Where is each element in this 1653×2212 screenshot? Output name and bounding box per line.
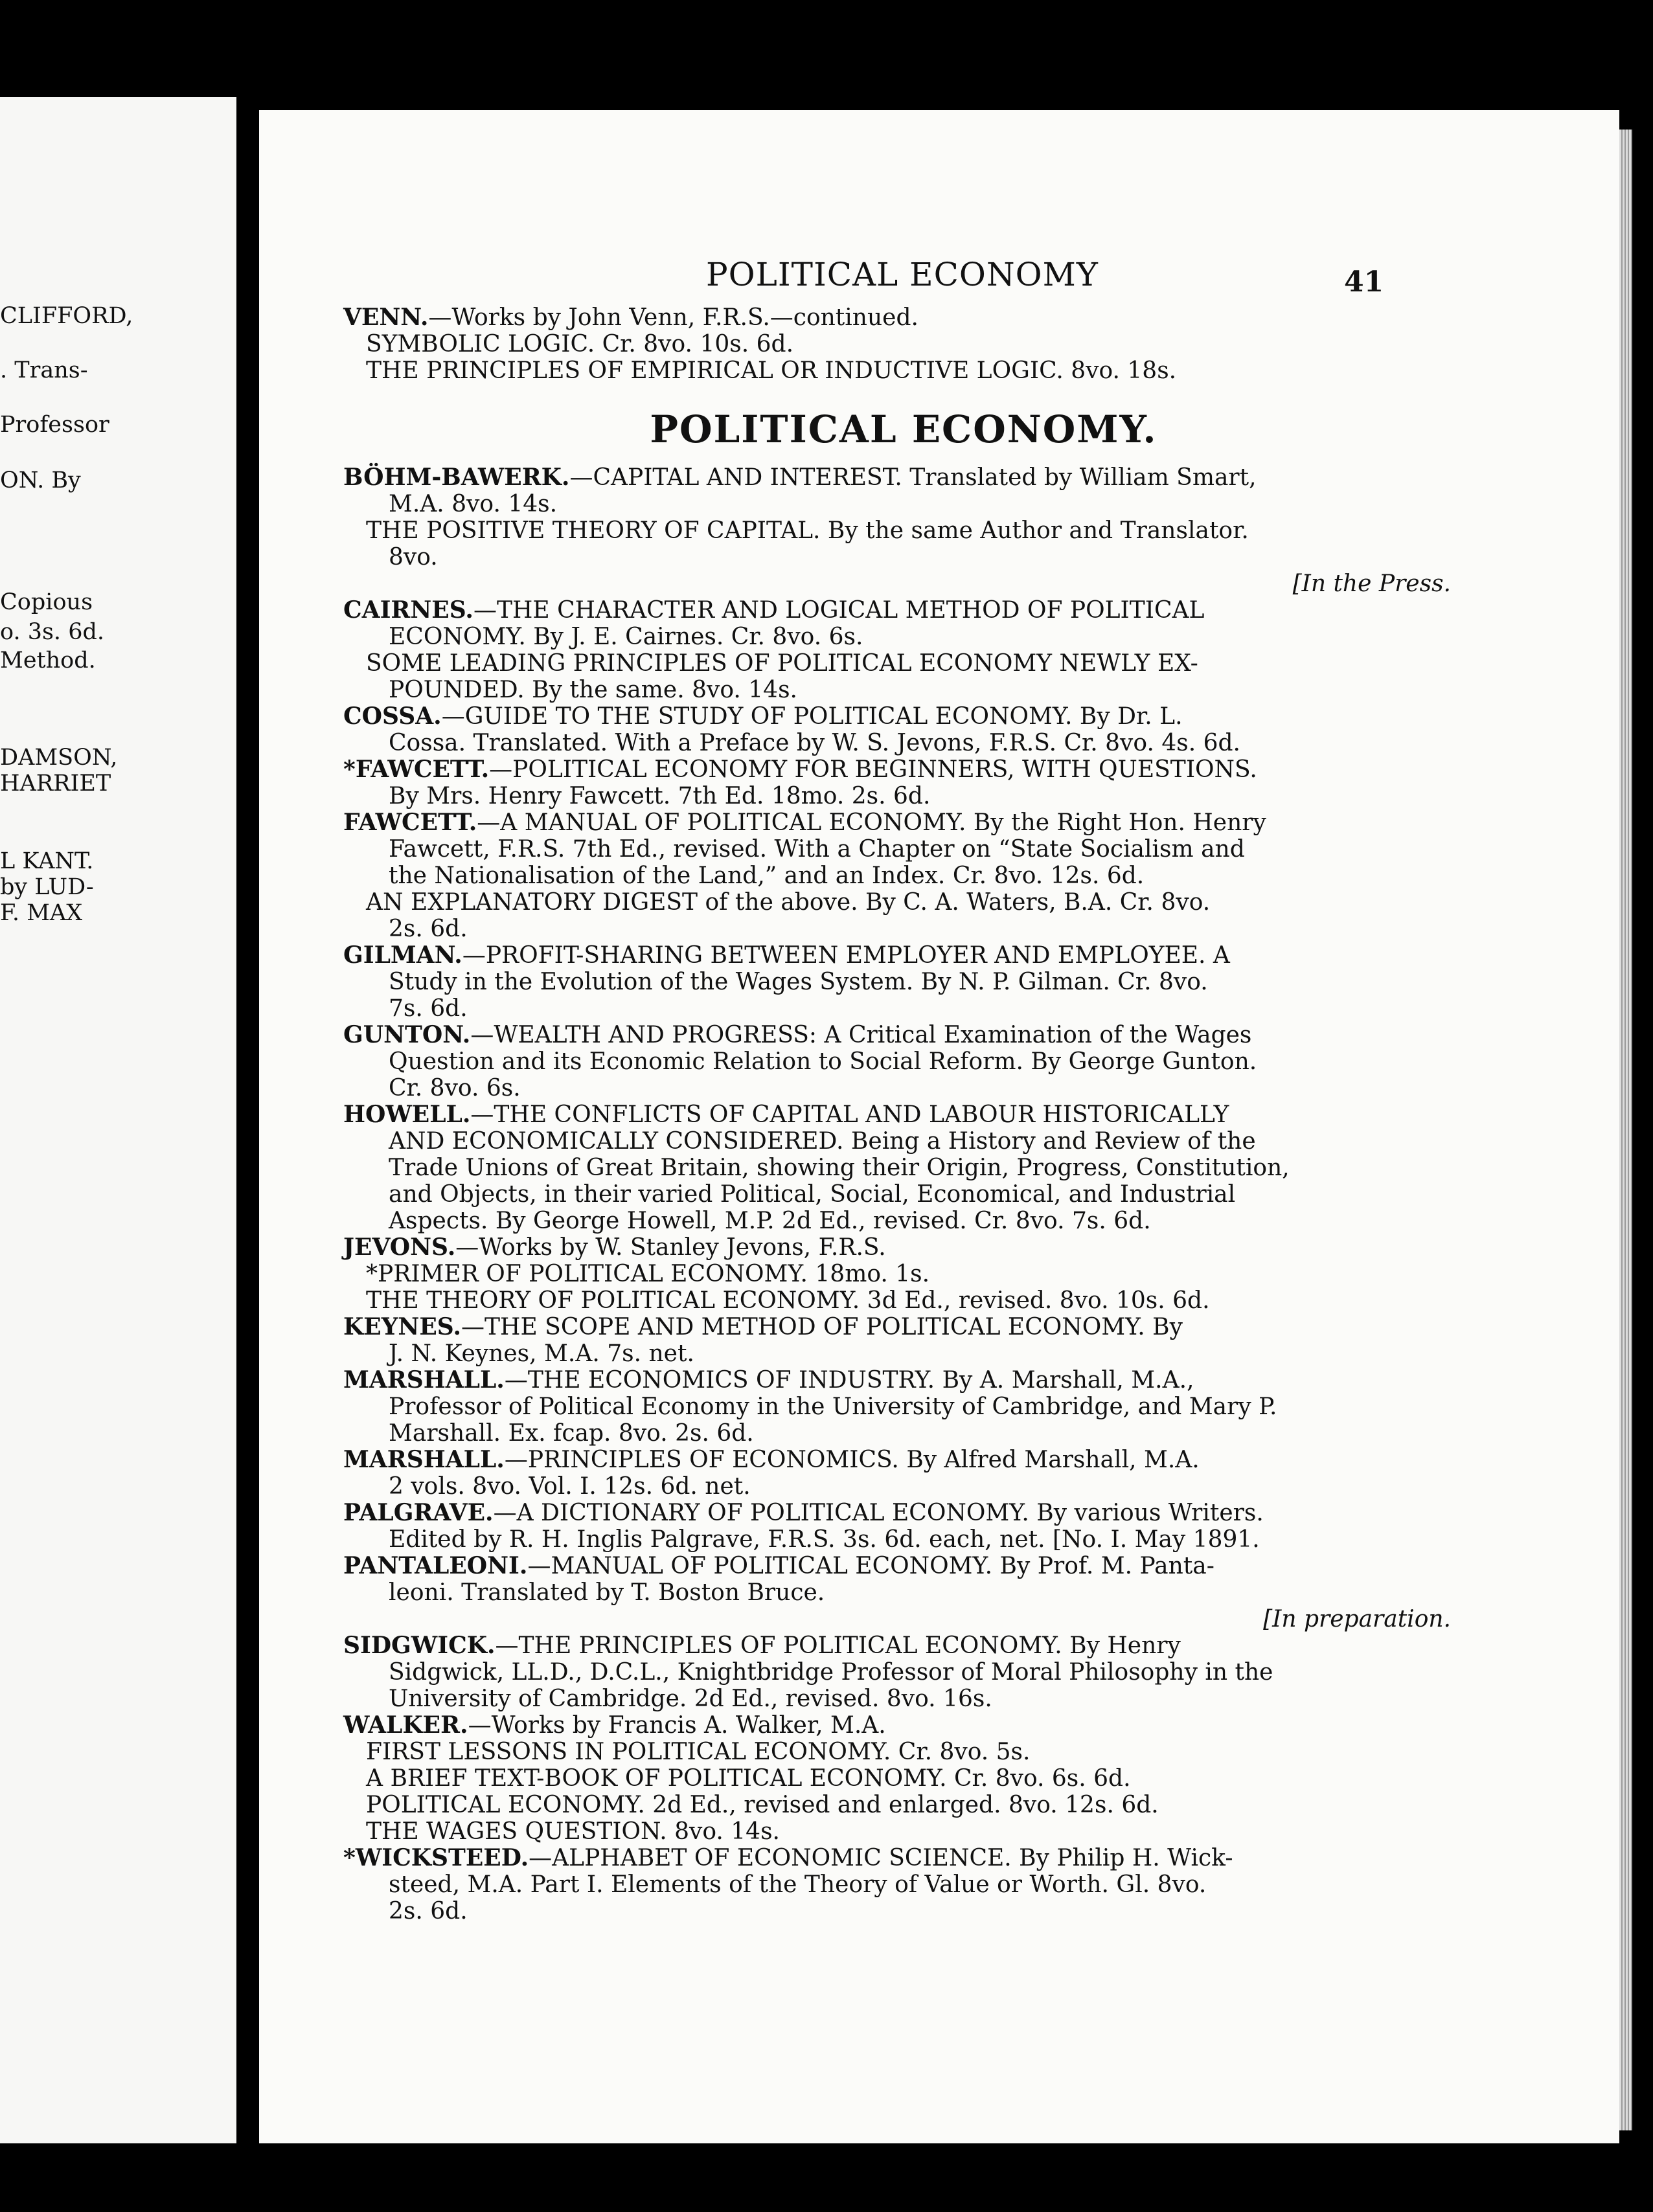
entry-head: KEYNES. [343, 1313, 462, 1340]
entry-head: JEVONS. [343, 1234, 456, 1261]
entry-head: COSSA. [343, 703, 442, 730]
entry-line: Study in the Evolution of the Wages System. By N. P. Gilman. Cr. 8vo. [389, 969, 1208, 995]
entry-text: —Works by Francis A. Walker, M.A. [468, 1712, 886, 1739]
entry-line: THE POSITIVE THEORY OF CAPITAL. By the same Author and Translator. [366, 517, 1249, 544]
entry-marshall-principles [343, 1447, 1464, 1500]
entry-line: M.A. 8vo. 14s. [389, 491, 558, 517]
entry-line: POLITICAL ECONOMY. 2d Ed., revised and enlarged. 8vo. 12s. 6d. [366, 1792, 1159, 1818]
entry-line: Cossa. Translated. With a Preface by W. S. Jevons, F.R.S. Cr. 8vo. 4s. 6d. [389, 730, 1240, 756]
entry-line: Professor of Political Economy in the University of Cambridge, and Mary P. [389, 1394, 1277, 1420]
entry-head: HOWELL. [343, 1101, 471, 1128]
entry-line: 2s. 6d. [389, 916, 468, 942]
entry-howell [343, 1101, 1464, 1234]
entry-cairnes [343, 597, 1464, 703]
entry-head: PALGRAVE. [343, 1499, 494, 1526]
entry-text: —THE CHARACTER AND LOGICAL METHOD OF POLITICAL [473, 597, 1205, 624]
running-head: POLITICAL ECONOMY [706, 256, 1099, 293]
left-fragment: Copious [0, 589, 93, 615]
entry-line: and Objects, in their varied Political, Social, Economical, and Industrial [389, 1181, 1236, 1208]
entry-line: Sidgwick, LL.D., D.C.L., Knightbridge Professor of Moral Philosophy in the [389, 1659, 1273, 1686]
entry-line: ECONOMY. By J. E. Cairnes. Cr. 8vo. 6s. [389, 624, 863, 650]
left-fragment: o. 3s. 6d. [0, 619, 104, 645]
entry-line: steed, M.A. Part I. Elements of the Theory of Value or Worth. Gl. 8vo. [389, 1871, 1207, 1898]
entry-venn [343, 304, 1464, 384]
entry-line: Cr. 8vo. 6s. [389, 1075, 521, 1101]
entry-head: GILMAN. [343, 942, 462, 969]
entry-text: —CAPITAL AND INTEREST. Translated by William Smart, [569, 464, 1257, 491]
entry-line: Trade Unions of Great Britain, showing their Origin, Progress, Constitution, [389, 1155, 1290, 1181]
entry-head: *FAWCETT. [343, 756, 490, 783]
entry-walker [343, 1712, 1464, 1845]
entry-fawcett-beginners [343, 756, 1464, 809]
entry-keynes [343, 1314, 1464, 1367]
entry-line: THE THEORY OF POLITICAL ECONOMY. 3d Ed., revised. 8vo. 10s. 6d. [366, 1287, 1210, 1314]
entry-text: —GUIDE TO THE STUDY OF POLITICAL ECONOMY. By Dr. L. [441, 703, 1183, 730]
entry-text: —Works by John Venn, F.R.S.—continued. [428, 304, 918, 331]
entry-palgrave [343, 1500, 1464, 1553]
entry-line: SOME LEADING PRINCIPLES OF POLITICAL ECONOMY NEWLY EX- [366, 650, 1198, 677]
entry-text: —THE CONFLICTS OF CAPITAL AND LABOUR HISTORICALLY [470, 1101, 1229, 1128]
entry-line: A BRIEF TEXT-BOOK OF POLITICAL ECONOMY. Cr. 8vo. 6s. 6d. [366, 1765, 1131, 1792]
entry-line: By Mrs. Henry Fawcett. 7th Ed. 18mo. 2s. 6d. [389, 783, 931, 809]
left-fragment: . Trans- [0, 357, 88, 383]
entry-line: FIRST LESSONS IN POLITICAL ECONOMY. Cr. 8vo. 5s. [366, 1739, 1031, 1765]
entry-head: VENN. [343, 304, 429, 331]
entry-text: —PROFIT-SHARING BETWEEN EMPLOYER AND EMPLOYEE. A [462, 942, 1230, 969]
entry-note: [In the Press. [1292, 570, 1451, 597]
entry-text: —A MANUAL OF POLITICAL ECONOMY. By the Right Hon. Henry [477, 809, 1266, 836]
entry-line: Marshall. Ex. fcap. 8vo. 2s. 6d. [389, 1420, 754, 1447]
entry-line: 8vo. [389, 544, 438, 570]
entry-sidgwick [343, 1632, 1464, 1712]
book-page [259, 110, 1619, 2143]
entry-line: University of Cambridge. 2d Ed., revised. 8vo. 16s. [389, 1686, 992, 1712]
entry-line: 2s. 6d. [389, 1898, 468, 1924]
left-fragment: ON. By [0, 468, 81, 493]
entry-head: FAWCETT. [343, 809, 477, 836]
entry-line: Question and its Economic Relation to Social Reform. By George Gunton. [389, 1048, 1257, 1075]
entry-text: —PRINCIPLES OF ECONOMICS. By Alfred Marshall, M.A. [504, 1447, 1200, 1473]
entry-text: —Works by W. Stanley Jevons, F.R.S. [455, 1234, 886, 1261]
entry-text: —WEALTH AND PROGRESS: A Critical Examination of the Wages [470, 1022, 1252, 1048]
left-fragment: DAMSON, [0, 745, 118, 771]
left-fragment: F. MAX [0, 900, 83, 926]
entry-cossa [343, 703, 1464, 756]
entry-head: CAIRNES. [343, 596, 473, 624]
entry-line: *PRIMER OF POLITICAL ECONOMY. 18mo. 1s. [366, 1261, 930, 1287]
entry-head: SIDGWICK. [343, 1632, 496, 1659]
entry-text: —A DICTIONARY OF POLITICAL ECONOMY. By various Writers. [493, 1500, 1264, 1526]
left-fragment: L KANT. [0, 848, 94, 874]
left-fragment: CLIFFORD, [0, 303, 133, 329]
entry-head: WALKER. [343, 1711, 468, 1739]
entry-line: POUNDED. By the same. 8vo. 14s. [389, 677, 797, 703]
left-fragment: HARRIET [0, 771, 111, 796]
entry-head: GUNTON. [343, 1021, 471, 1048]
entry-jevons [343, 1234, 1464, 1314]
entry-fawcett-manual [343, 809, 1464, 942]
entry-gilman [343, 942, 1464, 1022]
entry-head: BÖHM-BAWERK. [343, 464, 570, 491]
entry-marshall-industry [343, 1367, 1464, 1447]
entry-line: J. N. Keynes, M.A. 7s. net. [389, 1340, 694, 1367]
entry-head: PANTALEONI. [343, 1552, 528, 1579]
entry-text: —THE ECONOMICS OF INDUSTRY. By A. Marshall, M.A., [504, 1367, 1194, 1394]
left-fragment: by LUD- [0, 874, 94, 900]
entry-head: MARSHALL. [343, 1366, 505, 1394]
entry-head: *WICKSTEED. [343, 1844, 529, 1871]
page-number: 41 [1344, 265, 1384, 299]
entry-line: Edited by R. H. Inglis Palgrave, F.R.S. 3s. 6d. each, net. [No. I. May 1891. [389, 1526, 1260, 1553]
entry-line: the Nationalisation of the Land,” and an Index. Cr. 8vo. 12s. 6d. [389, 863, 1145, 889]
entry-text: —MANUAL OF POLITICAL ECONOMY. By Prof. M. Panta- [527, 1553, 1214, 1579]
entry-line: THE PRINCIPLES OF EMPIRICAL OR INDUCTIVE LOGIC. 8vo. 18s. [366, 357, 1177, 384]
entry-line: Aspects. By George Howell, M.P. 2d Ed., revised. Cr. 8vo. 7s. 6d. [389, 1208, 1151, 1234]
left-fragment: Method. [0, 648, 96, 673]
entry-line: Fawcett, F.R.S. 7th Ed., revised. With a Chapter on “State Socialism and [389, 836, 1245, 863]
entry-line: SYMBOLIC LOGIC. Cr. 8vo. 10s. 6d. [366, 331, 794, 357]
previous-page-strip [0, 97, 236, 2143]
entry-bohm-bawerk [343, 464, 1464, 597]
entry-line: 7s. 6d. [389, 995, 468, 1022]
entry-text: —POLITICAL ECONOMY FOR BEGINNERS, WITH QUESTIONS. [489, 756, 1257, 783]
entry-note: [In preparation. [1263, 1606, 1451, 1632]
left-fragment: Professor [0, 412, 109, 438]
entry-wicksteed [343, 1845, 1464, 1924]
entry-head: MARSHALL. [343, 1446, 505, 1473]
entry-line: leoni. Translated by T. Boston Bruce. [389, 1579, 825, 1606]
entry-pantaleoni [343, 1553, 1464, 1632]
entry-text: —THE SCOPE AND METHOD OF POLITICAL ECONOMY. By [461, 1314, 1183, 1340]
section-title: POLITICAL ECONOMY. [650, 407, 1157, 451]
entry-line: 2 vols. 8vo. Vol. I. 12s. 6d. net. [389, 1473, 751, 1500]
entry-line: THE WAGES QUESTION. 8vo. 14s. [366, 1818, 780, 1845]
entry-line: AND ECONOMICALLY CONSIDERED. Being a History and Review of the [389, 1128, 1256, 1155]
page-content [343, 304, 1464, 1924]
entry-line: AN EXPLANATORY DIGEST of the above. By C. A. Waters, B.A. Cr. 8vo. [366, 889, 1211, 916]
entry-text: —ALPHABET OF ECONOMIC SCIENCE. By Philip H. Wick- [529, 1845, 1233, 1871]
entry-gunton [343, 1022, 1464, 1101]
entry-text: —THE PRINCIPLES OF POLITICAL ECONOMY. By Henry [495, 1632, 1181, 1659]
